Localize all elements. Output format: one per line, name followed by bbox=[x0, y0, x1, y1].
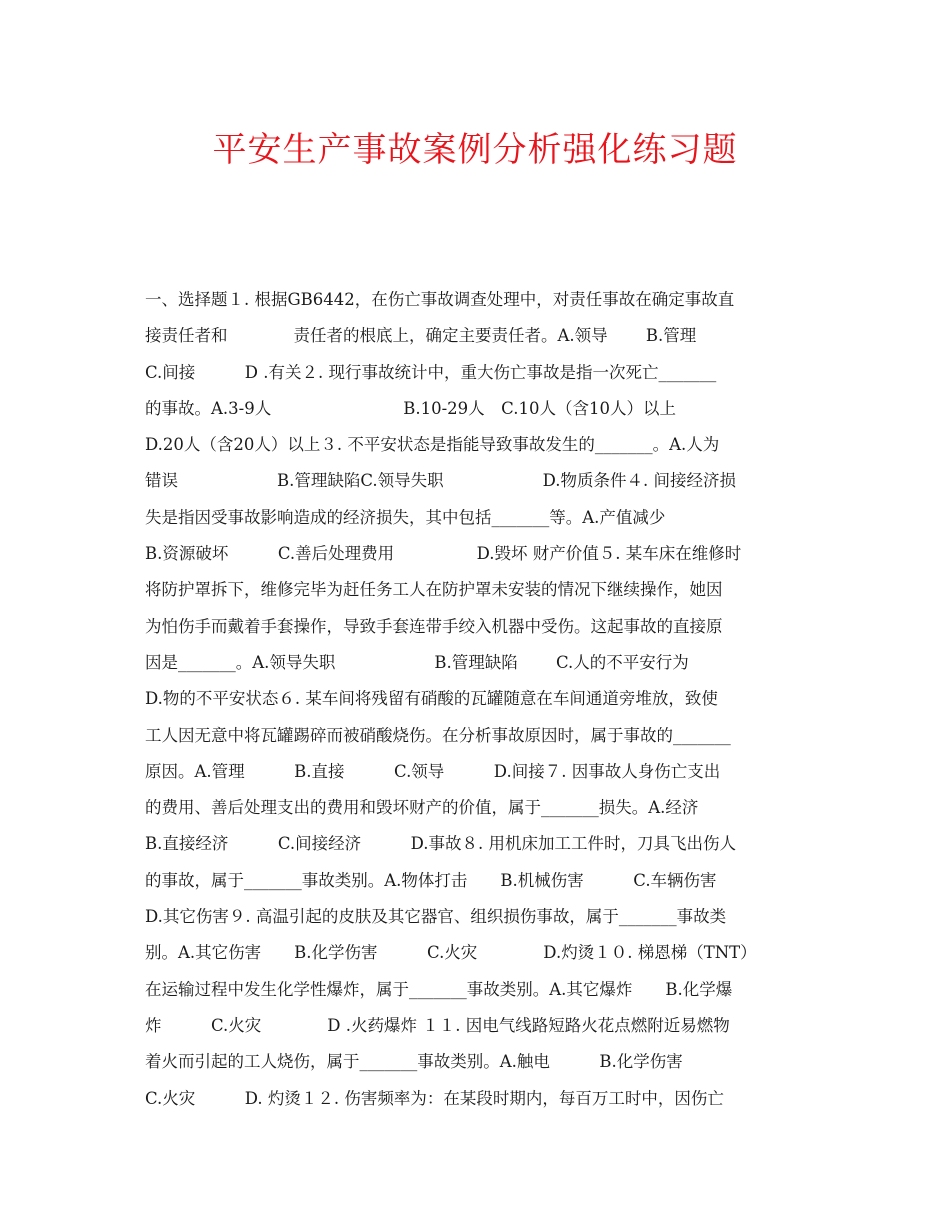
body-line: 失是指因受事故影响造成的经济损失，其中包括_______等。A.产值减少 bbox=[145, 507, 666, 527]
body-line: 原因。A.管理 B.直接 C.领导 D.间接７. 因事故人身伤亡支出 bbox=[145, 761, 721, 781]
body-line: D.其它伤害９. 高温引起的皮肤及其它器官、组织损伤事故，属于_______事故类 bbox=[145, 907, 727, 927]
body-line: 因是_______。A.领导失职 B.管理缺陷 C.人的不平安行为 bbox=[145, 652, 689, 672]
document-body bbox=[145, 282, 813, 1117]
body-line: 的事故。A.3-9人 B.10-29人 C.10人（含10人）以上 bbox=[145, 398, 676, 418]
body-line: D.物的不平安状态６. 某车间将残留有硝酸的瓦罐随意在车间通道旁堆放，致使 bbox=[145, 689, 718, 709]
body-line: 工人因无意中将瓦罐踢碎而被硝酸烧伤。在分析事故原因时，属于事故的_______ bbox=[145, 725, 731, 745]
body-line: 炸 C.火灾 D .火药爆炸 １１. 因电气线路短路火花点燃附近易燃物 bbox=[145, 1015, 730, 1035]
body-line: 在运输过程中发生化学性爆炸，属于_______事故类别。A.其它爆炸 B.化学爆 bbox=[145, 979, 733, 999]
document-title: 平安生产事故案例分析强化练习题 bbox=[212, 130, 738, 170]
body-line: B.资源破坏 C.善后处理费用 D.毁坏 财产价值５. 某车床在维修时 bbox=[145, 544, 742, 564]
body-line: B.直接经济 C.间接经济 D.事故８. 用机床加工工件时，刀具飞出伤人 bbox=[145, 834, 737, 854]
body-line: 的费用、善后处理支出的费用和毁坏财产的价值，属于_______损失。A.经济 bbox=[145, 798, 699, 818]
body-line: D.20人（含20人）以上３. 不平安状态是指能导致事故发生的_______。A.人为 bbox=[145, 435, 720, 455]
body-line: 接责任者和 责任者的根底上，确定主要责任者。A.领导 B.管理 bbox=[145, 326, 697, 346]
body-line: 错误 B.管理缺陷C.领导失职 D.物质条件４. 间接经济损 bbox=[145, 471, 737, 491]
body-line: 一、选择题１. 根据GB6442，在伤亡事故调查处理中，对责任事故在确定事故直 bbox=[145, 290, 735, 309]
body-line: 为怕伤手而戴着手套操作，导致手套连带手绞入机器中受伤。这起事故的直接原 bbox=[145, 616, 723, 636]
body-line: C.火灾 D. 灼烫１２. 伤害频率为：在某段时期内，每百万工时中，因伤亡 bbox=[145, 1088, 724, 1108]
body-line: 别。A.其它伤害 B.化学伤害 C.火灾 D.灼烫１０. 梯恩梯（TNT） bbox=[145, 943, 757, 963]
body-line: 的事故，属于_______事故类别。A.物体打击 B.机械伤害 C.车辆伤害 bbox=[145, 870, 717, 890]
body-line: C.间接 D .有关２. 现行事故统计中，重大伤亡事故是指一次死亡_______ bbox=[145, 362, 717, 382]
body-line: 着火而引起的工人烧伤，属于_______事故类别。A.触电 B.化学伤害 bbox=[145, 1052, 683, 1072]
body-line: 将防护罩拆下，维修完毕为赶任务工人在防护罩未安装的情况下继续操作，她因 bbox=[145, 580, 723, 600]
